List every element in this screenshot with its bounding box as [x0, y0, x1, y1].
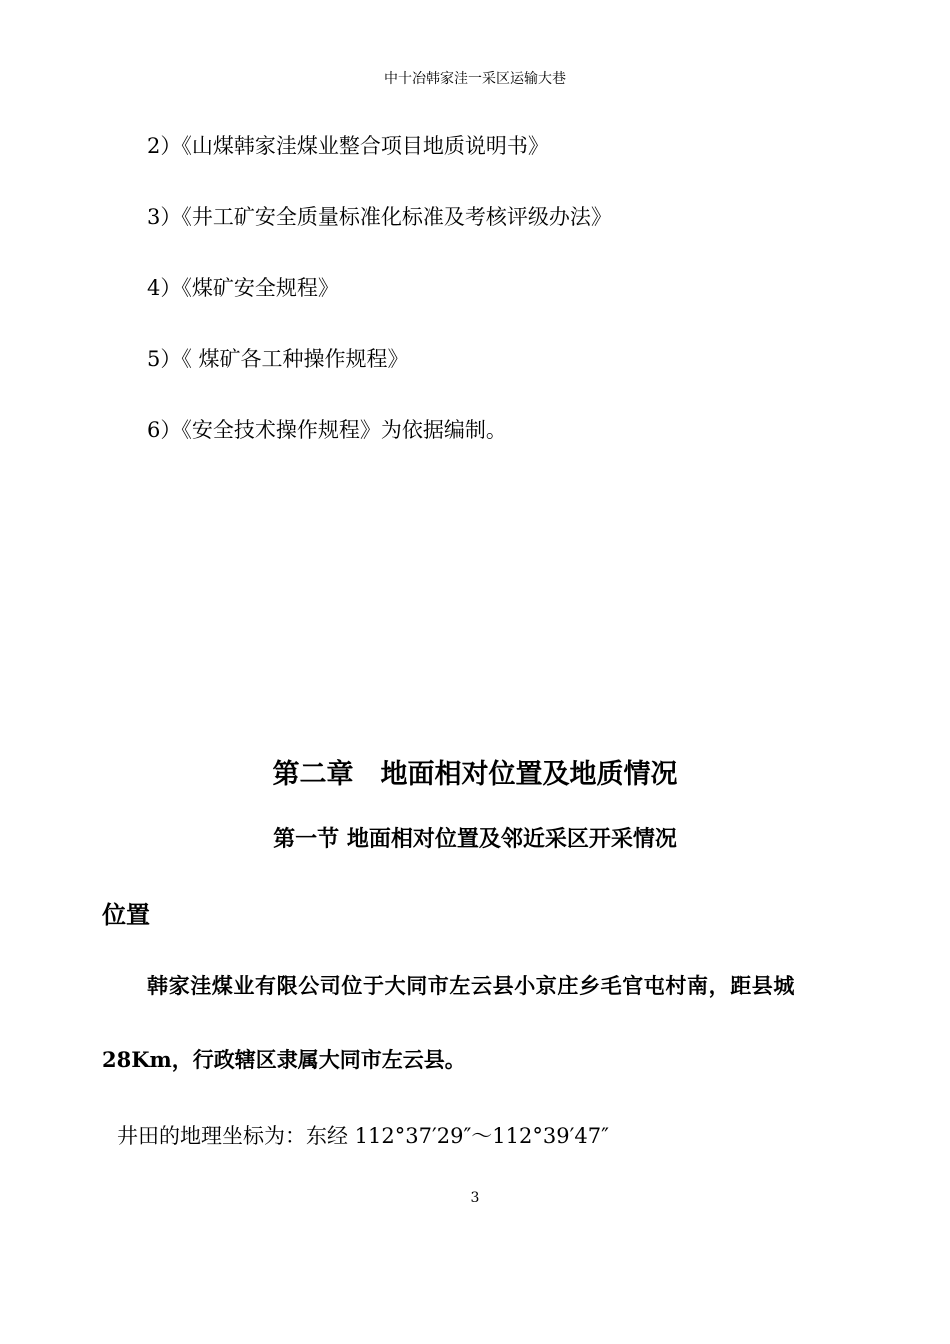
reference-item-6: 6）《安全技术操作规程》为依据编制。	[147, 418, 507, 442]
chapter-title: 第二章 地面相对位置及地质情况	[272, 759, 678, 790]
section-title: 第一节 地面相对位置及邻近采区开采情况	[273, 826, 677, 852]
reference-item-2: 2）《山煤韩家洼煤业整合项目地质说明书》	[147, 134, 549, 158]
paragraph-line-2: 28Km，行政辖区隶属大同市左云县。	[102, 1047, 466, 1072]
page-number: 3	[470, 1190, 480, 1206]
page-header: 中十冶韩家洼一采区运输大巷	[384, 71, 566, 87]
reference-item-3: 3）《井工矿安全质量标准化标准及考核评级办法》	[147, 205, 612, 229]
coordinates-line: 井田的地理坐标为：东经 112°37′29″～112°39′47″	[117, 1124, 609, 1148]
reference-item-4: 4）《煤矿安全规程》	[147, 276, 339, 300]
paragraph-line-1: 韩家洼煤业有限公司位于大同市左云县小京庄乡毛官屯村南，距县城	[147, 973, 795, 998]
subheading-location: 位置	[102, 900, 150, 929]
reference-item-5: 5）《 煤矿各工种操作规程》	[147, 347, 409, 371]
